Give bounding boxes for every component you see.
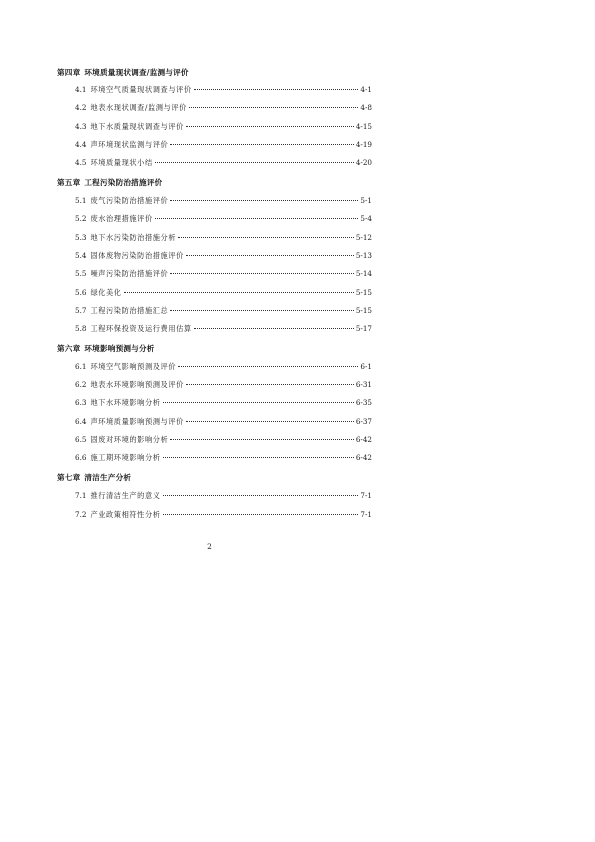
chapter-number: 第七章 [57,473,81,482]
chapter-title: 环境影响预测与分析 [84,344,155,353]
chapter-heading [57,472,131,483]
toc-entry[interactable] [75,140,372,150]
toc-entry[interactable] [75,398,372,408]
page-ref: 6-37 [355,417,372,426]
section-number: 5.6 [75,288,87,297]
section-number: 5.1 [75,196,87,205]
section-title: 环境质量现状小结 [90,158,153,167]
page-ref: 5-15 [355,306,372,315]
section-number: 4.5 [75,158,87,167]
section-number: 6.3 [75,398,87,407]
dot-leader [163,495,359,496]
chapter-title: 清洁生产分析 [84,473,132,482]
dot-leader [170,310,354,311]
chapter-number: 第四章 [57,68,81,77]
section-number: 6.5 [75,435,87,444]
dot-leader [163,514,359,515]
dot-leader [186,384,354,385]
section-title: 废气污染防治措施评价 [90,196,169,205]
section-number: 6.2 [75,380,87,389]
dot-leader [194,328,354,329]
toc-entry[interactable] [75,453,372,463]
section-title: 固体废物污染防治措施评价 [90,251,184,260]
dot-leader [163,457,354,458]
section-title: 地表水环境影响预测及评价 [90,380,184,389]
section-number: 4.2 [75,103,87,112]
section-title: 地下水环境影响分析 [90,398,161,407]
toc-entry[interactable] [75,214,372,224]
section-title: 固废对环境的影响分析 [90,435,169,444]
page-ref: 6-31 [355,380,372,389]
dot-leader [178,366,358,367]
toc-entry[interactable] [75,491,372,501]
dot-leader [186,126,354,127]
chapter-title: 环境质量现状调查/监测与评价 [84,68,189,77]
dot-leader [189,107,359,108]
section-number: 5.5 [75,269,87,278]
page-ref: 4-8 [360,103,372,112]
section-number: 5.7 [75,306,87,315]
dot-leader [170,439,354,440]
page-ref: 7-1 [360,491,372,500]
dot-leader [178,237,354,238]
dot-leader [170,200,358,201]
page-ref: 4-15 [355,122,372,131]
dot-leader [186,255,354,256]
section-title: 绿化美化 [90,288,122,297]
section-number: 6.1 [75,362,87,371]
section-number: 5.4 [75,251,87,260]
page-ref: 5-12 [355,233,372,242]
page-ref: 6-42 [355,453,372,462]
toc-entry[interactable] [75,435,372,445]
page-number: 2 [207,542,212,551]
toc-entry[interactable] [75,269,372,279]
toc-entry[interactable] [75,306,372,316]
dot-leader [170,144,354,145]
section-number: 4.4 [75,140,87,149]
toc-entry[interactable] [75,196,372,206]
page-ref: 6-35 [355,398,372,407]
section-title: 声环境质量影响预测与评价 [90,417,184,426]
page-ref: 5-17 [355,324,372,333]
dot-leader [155,218,359,219]
section-number: 7.1 [75,491,87,500]
section-number: 4.3 [75,122,87,131]
chapter-heading [57,177,162,188]
toc-entry[interactable] [75,324,372,334]
toc-entry[interactable] [75,103,372,113]
section-number: 5.2 [75,214,87,223]
section-number: 4.1 [75,85,87,94]
page-ref: 6-42 [355,435,372,444]
page-ref: 6-1 [360,362,372,371]
section-title: 噪声污染防治措施评价 [90,269,169,278]
toc-entry[interactable] [75,417,372,427]
page-ref: 7-1 [360,510,372,519]
section-number: 7.2 [75,510,87,519]
page-ref: 5-4 [360,214,372,223]
toc-entry[interactable] [75,288,372,298]
dot-leader [186,421,354,422]
dot-leader [155,162,354,163]
chapter-heading [57,67,189,78]
section-number: 6.4 [75,417,87,426]
chapter-number: 第六章 [57,344,81,353]
toc-entry[interactable] [75,122,372,132]
section-title: 环境空气质量现状调查与评价 [90,85,192,94]
section-number: 5.8 [75,324,87,333]
section-title: 工程环保投资及运行费用估算 [90,324,192,333]
toc-entry[interactable] [75,251,372,261]
section-number: 5.3 [75,233,87,242]
toc-entry[interactable] [75,362,372,372]
chapter-number: 第五章 [57,178,81,187]
page-ref: 4-20 [355,158,372,167]
section-number: 6.6 [75,453,87,462]
toc-entry[interactable] [75,85,372,95]
page-ref: 5-13 [355,251,372,260]
dot-leader [170,273,354,274]
chapter-heading [57,343,155,354]
dot-leader [194,89,359,90]
dot-leader [163,402,354,403]
page-ref: 5-1 [360,196,372,205]
section-title: 施工期环境影响分析 [90,453,161,462]
section-title: 推行清洁生产的意义 [90,491,161,500]
page-ref: 4-19 [355,140,372,149]
section-title: 产业政策相符性分析 [90,510,161,519]
chapter-title: 工程污染防治措施评价 [84,178,163,187]
section-title: 声环境现状监测与评价 [90,140,169,149]
section-title: 工程污染防治措施汇总 [90,306,169,315]
section-title: 地下水污染防治措施分析 [90,233,177,242]
toc-entry[interactable] [75,380,372,390]
dot-leader [124,292,354,293]
toc-entry[interactable] [75,158,372,168]
toc-entry[interactable] [75,510,372,520]
section-title: 地下水质量现状调查与评价 [90,122,184,131]
section-title: 地表水现状调查/监测与评价 [90,103,187,112]
page-ref: 5-15 [355,288,372,297]
toc-entry[interactable] [75,233,372,243]
section-title: 废水治理措施评价 [90,214,153,223]
section-title: 环境空气影响预测及评价 [90,362,177,371]
page-ref: 4-1 [360,85,372,94]
page-ref: 5-14 [355,269,372,278]
